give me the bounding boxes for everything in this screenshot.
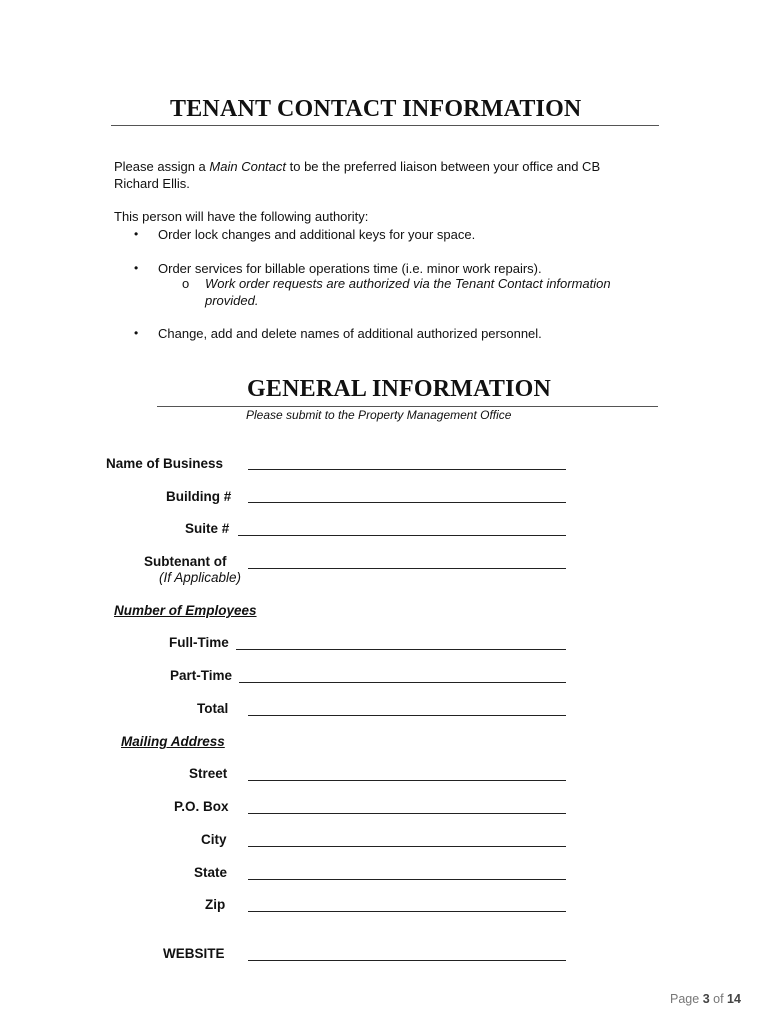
subtenant-label: Subtenant of [144, 554, 227, 569]
suite-label: Suite # [185, 521, 230, 536]
state-label: State [194, 865, 228, 880]
suite-field[interactable] [238, 535, 566, 536]
general-info-divider [157, 406, 658, 407]
main-contact-emphasis: Main Contact [209, 159, 286, 174]
page-number [670, 992, 741, 1006]
zip-field[interactable] [248, 911, 566, 912]
full-time-label: Full-Time [169, 635, 229, 650]
bullet-icon: • [134, 261, 139, 275]
authority-heading: This person will have the following authority: [114, 209, 369, 224]
zip-label: Zip [205, 897, 226, 912]
employees-section-label: Number of Employees [114, 603, 257, 618]
bullet-item-lock-changes: Order lock changes and additional keys for your space. [158, 227, 476, 242]
city-field[interactable] [248, 846, 566, 847]
sub-bullet-icon: o [182, 276, 190, 291]
subtenant-note: (If Applicable) [159, 570, 242, 585]
po-box-label: P.O. Box [174, 799, 229, 814]
intro-suffix: to be the preferred liaison between your office and CB [286, 159, 601, 174]
building-field[interactable] [248, 502, 566, 503]
intro-line-2: Richard Ellis. [114, 176, 190, 191]
total-label: Total [197, 701, 229, 716]
of-word: of [713, 992, 724, 1006]
title-divider [111, 125, 659, 126]
bullet-icon: • [134, 326, 139, 340]
website-label: WEBSITE [163, 946, 225, 961]
name-of-business-field[interactable] [248, 469, 566, 470]
bullet-icon: • [134, 227, 139, 241]
intro-prefix: Please assign a [114, 159, 210, 174]
part-time-field[interactable] [239, 682, 566, 683]
general-info-subtitle: Please submit to the Property Management Office [246, 408, 512, 422]
bullet-item-personnel: Change, add and delete names of additional authorized personnel. [158, 326, 542, 341]
name-of-business-label: Name of Business [106, 456, 224, 471]
page-word: Page [670, 992, 700, 1006]
sub-bullet-work-orders: Work order requests are authorized via the Tenant Contact information [205, 276, 611, 291]
state-field[interactable] [248, 879, 566, 880]
full-time-field[interactable] [236, 649, 566, 650]
street-label: Street [189, 766, 228, 781]
po-box-field[interactable] [248, 813, 566, 814]
general-info-title: GENERAL INFORMATION [247, 376, 552, 402]
website-field[interactable] [248, 960, 566, 961]
total-field[interactable] [248, 715, 566, 716]
mailing-section-label: Mailing Address [121, 734, 225, 749]
intro-paragraph [114, 159, 600, 175]
subtenant-field[interactable] [248, 568, 566, 569]
tenant-contact-title: TENANT CONTACT INFORMATION [170, 96, 582, 122]
part-time-label: Part-Time [170, 668, 233, 683]
bullet-item-services: Order services for billable operations time (i.e. minor work repairs). [158, 261, 542, 276]
sub-bullet-work-orders-line-2: provided. [205, 293, 259, 308]
page-total: 14 [727, 992, 741, 1006]
building-label: Building # [166, 489, 232, 504]
city-label: City [201, 832, 227, 847]
page-current: 3 [702, 992, 710, 1006]
street-field[interactable] [248, 780, 566, 781]
